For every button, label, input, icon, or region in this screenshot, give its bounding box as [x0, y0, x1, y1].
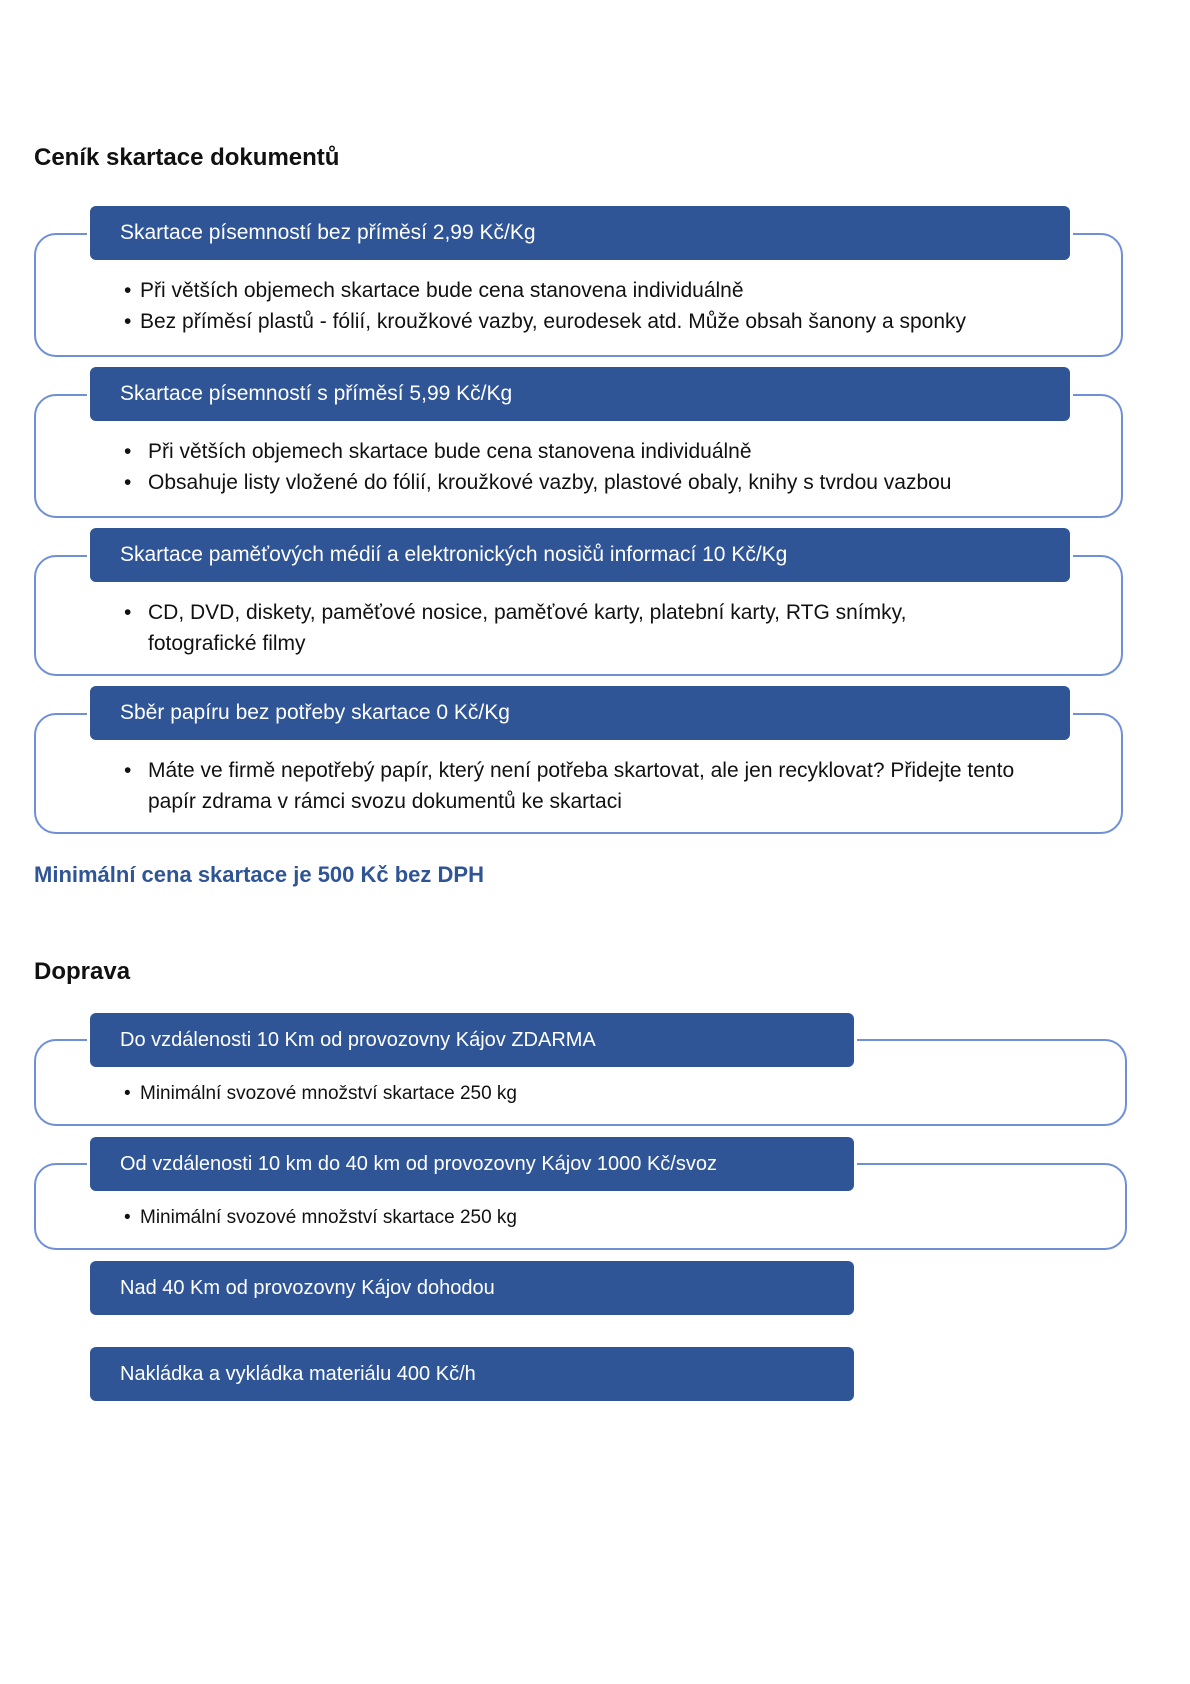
list-item: • Při větších objemech skartace bude cena stanovena individuálně: [124, 275, 966, 306]
pricing-header-3: Skartace paměťových médií a elektronických nosičů informací 10 Kč/Kg: [90, 528, 1070, 582]
pricing-header-1: Skartace písemností bez příměsí 2,99 Kč/Kg: [90, 206, 1070, 260]
list-item: • CD, DVD, diskety, paměťové nosice, paměťové karty, platební karty, RTG snímky, fotografické filmy: [124, 597, 964, 659]
pricing-title: Ceník skartace dokumentů: [34, 144, 340, 171]
list-item: • Obsahuje listy vložené do fólií, kroužkové vazby, plastové obaly, knihy s tvrdou vazbou: [124, 467, 951, 498]
transport-header-1: Do vzdálenosti 10 Km od provozovny Kájov ZDARMA: [90, 1013, 854, 1067]
minimum-price-note: Minimální cena skartace je 500 Kč bez DPH: [34, 862, 484, 887]
transport-header-2: Od vzdálenosti 10 km do 40 km od provozovny Kájov 1000 Kč/svoz: [90, 1137, 854, 1191]
list-item: • Máte ve firmě nepotřebý papír, který není potřeba skartovat, ale jen recyklovat? Přidejte tento papír zdrama v rámci svozu dokumentů ke skartaci: [124, 755, 1054, 817]
list-item: • Minimální svozové množství skartace 250 kg: [124, 1204, 517, 1232]
transport-list-2: [124, 1204, 517, 1232]
pricing-list-3: [124, 597, 964, 659]
transport-list-1: [124, 1080, 517, 1108]
pricing-list-2: [124, 436, 951, 498]
list-item: • Minimální svozové množství skartace 250 kg: [124, 1080, 517, 1108]
transport-header-3: Nad 40 Km od provozovny Kájov dohodou: [90, 1261, 854, 1315]
list-item: • Při větších objemech skartace bude cena stanovena individuálně: [124, 436, 951, 467]
pricing-header-2: Skartace písemností s příměsí 5,99 Kč/Kg: [90, 367, 1070, 421]
pricing-list-4: [124, 755, 1054, 817]
transport-title: Doprava: [34, 958, 131, 985]
pricing-list-1: [124, 275, 966, 337]
transport-header-4: Nakládka a vykládka materiálu 400 Kč/h: [90, 1347, 854, 1401]
list-item: • Bez příměsí plastů - fólií, kroužkové vazby, eurodesek atd. Může obsah šanony a sponky: [124, 306, 966, 337]
pricing-header-4: Sběr papíru bez potřeby skartace 0 Kč/Kg: [90, 686, 1070, 740]
